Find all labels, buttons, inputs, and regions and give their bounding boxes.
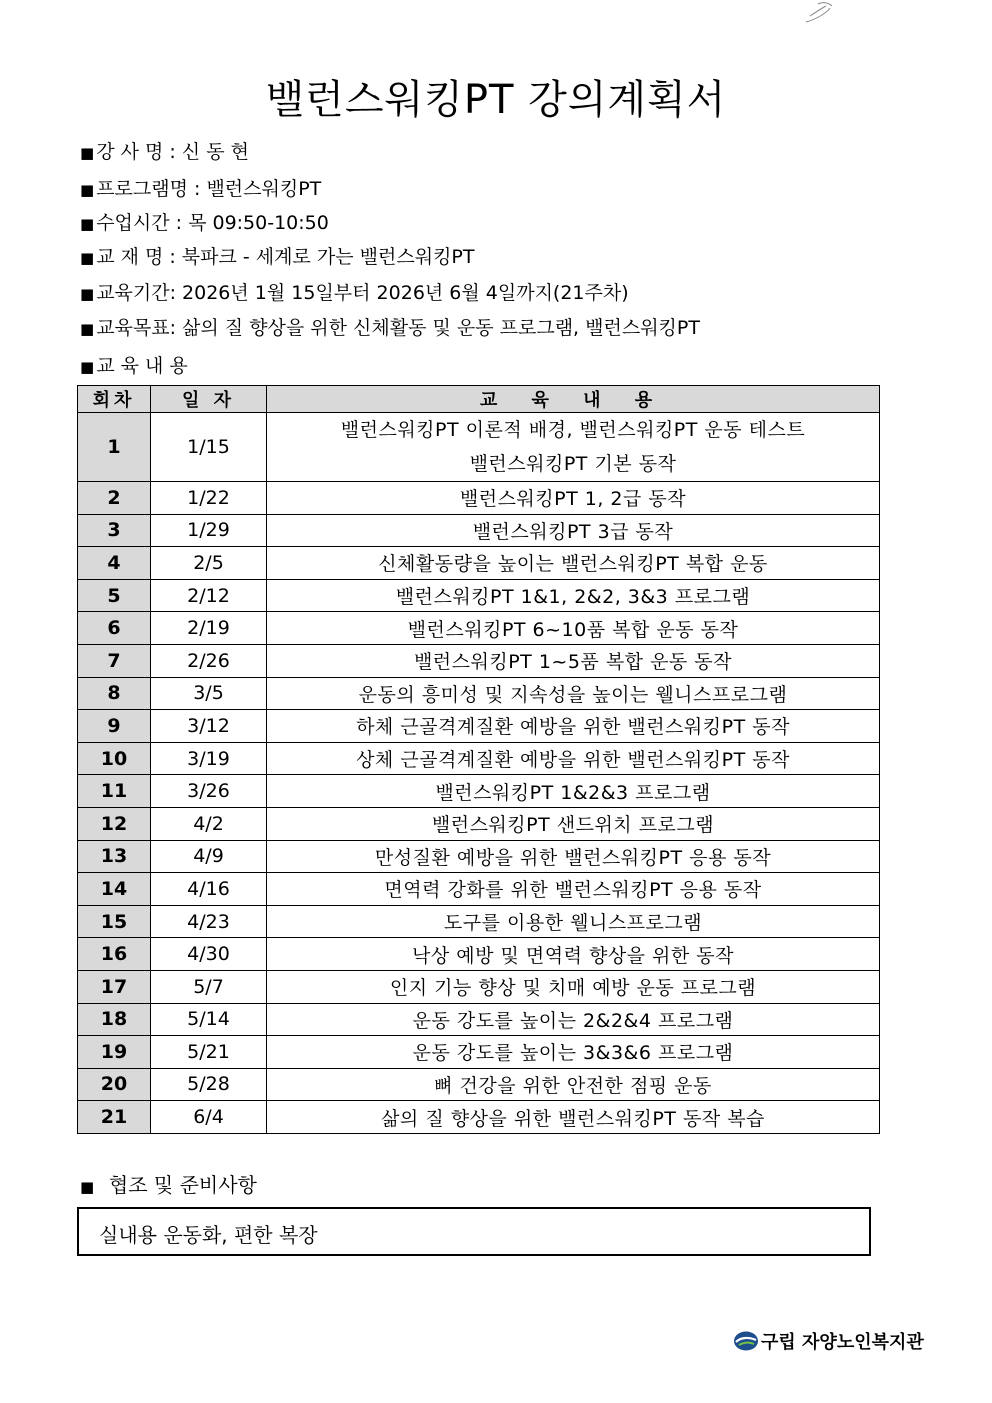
session-content — [267, 413, 880, 482]
table-row — [78, 1101, 880, 1134]
table-row — [78, 905, 880, 938]
session-content — [267, 938, 880, 971]
session-number: 14 — [78, 873, 151, 906]
table-row — [78, 1068, 880, 1101]
table-row — [78, 938, 880, 971]
session-date: 5/7 — [151, 970, 267, 1003]
content-line: 운동 강도를 높이는 2&2&4 프로그램 — [412, 1009, 734, 1032]
content-line: 삶의 질 향상을 위한 밸런스워킹PT 동작 복습 — [381, 1107, 765, 1130]
session-content — [267, 840, 880, 873]
content-line: 밸런스워킹PT 1~5품 복합 운동 동작 — [413, 651, 733, 674]
content-line: 밸런스워킹PT 기본 동작 — [469, 453, 677, 475]
content-line: 밸런스워킹PT 1&1, 2&2, 3&3 프로그램 — [395, 586, 751, 609]
session-date: 2/12 — [151, 579, 267, 612]
preparation-box — [77, 1207, 871, 1256]
content-line: 상체 근골격계질환 예방을 위한 밸런스워킹PT 동작 — [356, 749, 790, 772]
session-content — [267, 775, 880, 808]
session-number: 16 — [78, 938, 151, 971]
header-session: 회차 — [78, 386, 151, 413]
session-date: 1/22 — [151, 482, 267, 515]
session-content — [267, 905, 880, 938]
session-date: 4/16 — [151, 873, 267, 906]
session-date: 2/19 — [151, 612, 267, 645]
content-line: 밸런스워킹PT 3급 동작 — [472, 520, 674, 543]
session-number: 8 — [78, 677, 151, 710]
bullet-icon: ■ — [80, 320, 95, 338]
session-content — [267, 1068, 880, 1101]
content-line: 밸런스워킹PT 1, 2급 동작 — [459, 488, 687, 511]
content-line: 운동의 흥미성 및 지속성을 높이는 웰니스프로그램 — [358, 683, 788, 706]
table-row — [78, 840, 880, 873]
session-number: 4 — [78, 547, 151, 580]
session-content — [267, 873, 880, 906]
content-line: 낙상 예방 및 면역력 향상을 위한 동작 — [411, 944, 735, 967]
table-row — [78, 1036, 880, 1069]
schedule-table — [77, 385, 880, 1134]
session-number: 15 — [78, 905, 151, 938]
table-row — [78, 742, 880, 775]
session-date: 3/19 — [151, 742, 267, 775]
info-goal: ■ 교육목표: 삶의 질 향상을 위한 신체활동 및 운동 프로그램, 밸런스워킹PT — [80, 317, 700, 339]
session-date: 5/21 — [151, 1036, 267, 1069]
session-number: 20 — [78, 1068, 151, 1101]
session-content — [267, 742, 880, 775]
info-period: ■ 교육기간: 2026년 1월 15일부터 2026년 6월 4일까지(21주차) — [80, 282, 629, 304]
session-number: 1 — [78, 413, 151, 482]
session-number: 17 — [78, 970, 151, 1003]
session-date: 1/15 — [151, 413, 267, 482]
content-line: 밸런스워킹PT 이론적 배경, 밸런스워킹PT 운동 테스트 — [340, 419, 806, 441]
bullet-icon: ■ — [80, 249, 95, 267]
table-row — [78, 677, 880, 710]
table-row — [78, 873, 880, 906]
content-line: 하체 근골격계질환 예방을 위한 밸런스워킹PT 동작 — [356, 716, 790, 739]
footer-org — [733, 1328, 924, 1354]
bullet-icon: ■ — [80, 285, 95, 303]
session-content — [267, 482, 880, 515]
table-row — [78, 482, 880, 515]
content-line: 신체활동량을 높이는 밸런스워킹PT 복합 운동 — [378, 553, 768, 576]
content-line: 밸런스워킹PT 1&2&3 프로그램 — [435, 781, 711, 804]
content-line: 면역력 강화를 위한 밸런스워킹PT 응용 동작 — [384, 879, 762, 902]
session-content — [267, 1101, 880, 1134]
session-number: 18 — [78, 1003, 151, 1036]
table-row — [78, 547, 880, 580]
session-number: 5 — [78, 579, 151, 612]
info-instructor: ■ 강 사 명 : 신 동 현 — [80, 141, 249, 163]
content-line: 인지 기능 향상 및 치매 예방 운동 프로그램 — [389, 977, 757, 1000]
bullet-icon: ■ — [80, 144, 95, 162]
table-row — [78, 579, 880, 612]
bullet-icon: ■ — [80, 358, 95, 376]
table-row — [78, 612, 880, 645]
bullet-icon: ■ — [80, 181, 95, 199]
preparation-text: 실내용 운동화, 편한 복장 — [99, 1223, 318, 1247]
table-body — [78, 413, 880, 1134]
content-line: 운동 강도를 높이는 3&3&6 프로그램 — [412, 1042, 734, 1065]
handwritten-mark — [800, 0, 840, 28]
content-line: 만성질환 예방을 위한 밸런스워킹PT 응용 동작 — [374, 846, 772, 869]
session-content — [267, 677, 880, 710]
session-date: 2/26 — [151, 644, 267, 677]
info-class-time: ■ 수업시간 : 목 09:50-10:50 — [80, 212, 329, 234]
session-number: 6 — [78, 612, 151, 645]
table-row — [78, 1003, 880, 1036]
session-date: 3/12 — [151, 710, 267, 743]
session-content — [267, 644, 880, 677]
content-line: 밸런스워킹PT 6~10품 복합 운동 동작 — [407, 618, 739, 641]
session-number: 19 — [78, 1036, 151, 1069]
table-row — [78, 970, 880, 1003]
table-row — [78, 514, 880, 547]
bullet-icon: ■ — [80, 215, 95, 233]
session-number: 7 — [78, 644, 151, 677]
table-header-row — [78, 386, 880, 413]
session-number: 3 — [78, 514, 151, 547]
session-date: 4/9 — [151, 840, 267, 873]
session-number: 11 — [78, 775, 151, 808]
content-line: 도구를 이용한 웰니스프로그램 — [443, 912, 703, 935]
org-logo-icon — [733, 1330, 759, 1352]
session-date: 4/30 — [151, 938, 267, 971]
session-content — [267, 579, 880, 612]
session-date: 2/5 — [151, 547, 267, 580]
session-date: 5/14 — [151, 1003, 267, 1036]
session-date: 4/2 — [151, 807, 267, 840]
session-number: 13 — [78, 840, 151, 873]
info-program: ■ 프로그램명 : 밸런스워킹PT — [80, 178, 322, 200]
session-number: 2 — [78, 482, 151, 515]
preparation-label: ■ 협조 및 준비사항 — [80, 1173, 257, 1197]
session-content — [267, 970, 880, 1003]
content-line: 뼈 건강을 위한 안전한 점핑 운동 — [434, 1074, 712, 1097]
table-row — [78, 710, 880, 743]
table-row — [78, 807, 880, 840]
session-number: 9 — [78, 710, 151, 743]
header-date: 일 자 — [151, 386, 267, 413]
session-number: 10 — [78, 742, 151, 775]
session-content — [267, 1036, 880, 1069]
info-textbook: ■ 교 재 명 : 북파크 - 세계로 가는 밸런스워킹PT — [80, 246, 475, 268]
session-content — [267, 807, 880, 840]
header-content: 교 육 내 용 — [267, 386, 880, 413]
table-row — [78, 413, 880, 482]
session-content — [267, 1003, 880, 1036]
session-date: 4/23 — [151, 905, 267, 938]
session-date: 1/29 — [151, 514, 267, 547]
page-title: 밸런스워킹PT 강의계획서 — [265, 77, 727, 123]
session-date: 6/4 — [151, 1101, 267, 1134]
session-content — [267, 710, 880, 743]
bullet-icon: ■ — [80, 1178, 95, 1196]
section-label: ■ 교 육 내 용 — [80, 355, 188, 377]
session-content — [267, 547, 880, 580]
table-row — [78, 644, 880, 677]
session-date: 3/5 — [151, 677, 267, 710]
session-number: 21 — [78, 1101, 151, 1134]
table-row — [78, 775, 880, 808]
session-content — [267, 514, 880, 547]
session-date: 3/26 — [151, 775, 267, 808]
content-line: 밸런스워킹PT 샌드위치 프로그램 — [431, 814, 715, 837]
session-number: 12 — [78, 807, 151, 840]
session-content — [267, 612, 880, 645]
org-name: 구립 자양노인복지관 — [761, 1332, 924, 1353]
session-date: 5/28 — [151, 1068, 267, 1101]
